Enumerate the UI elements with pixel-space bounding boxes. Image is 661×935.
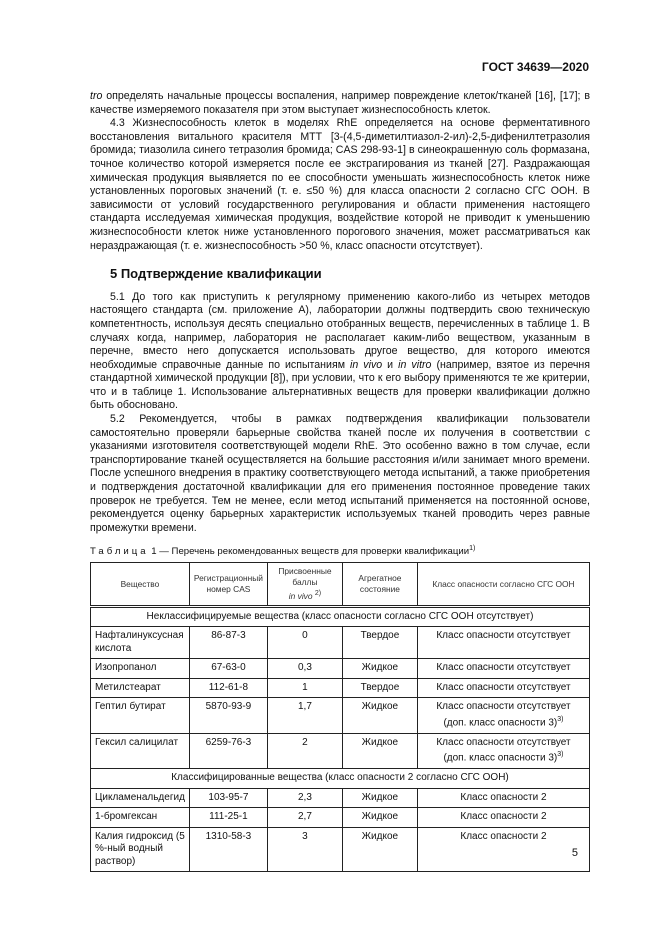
cell-state: Жидкое bbox=[342, 733, 417, 768]
cell-state: Твердое bbox=[342, 678, 417, 698]
paragraph-continuation bbox=[90, 90, 590, 117]
cell-cas: 67-63-0 bbox=[189, 659, 267, 679]
cell-substance: Метилстеарат bbox=[91, 678, 190, 698]
cell-class bbox=[417, 659, 589, 679]
italic-text: in vivo bbox=[288, 590, 313, 601]
cell-state: Жидкое bbox=[342, 698, 417, 733]
text: Класс опасности отсутствует bbox=[436, 701, 571, 713]
paragraph-4-3: 4.3 Жизнеспособность клеток в моделях RhE определяется на основе ферментативного восстановления витального красителя МТТ [3-(4,5-диметилтиазол-2-ил)-2,5-дифенилтетразолия бромида; тиазолила синего тетразолия бромида; CAS 298-93-1] в синеокрашенную соль формазана, точное количество которой измеряется после ее экстрагирования из тканей [27]. Раздражающая химическая продукция выявляется по ее способности уменьшать жизнеспособность клеток ниже установленных пороговых значений (т. е. ≤50 %) для класса опасности 2 согласно СГС ООН. В зависимости от условий государственного регулирования и области применения настоящего стандарта исследуемая химическая продукция, воздействие которой не приводит к уменьшению жизнеспособности клеток ниже установленного порогового значения, может рассматриваться как нераздражающая (т. е. жизнеспособность >50 %, класс опасности отсутствует). bbox=[90, 117, 590, 252]
text: определять начальные процессы воспаления, например повреждение клеток/тканей [16], [17]; в качестве измеряемого показателя при этом выступает жизнеспособность клеток. bbox=[90, 90, 590, 116]
cell-substance: Калия гидроксид (5 %-ный водный раствор) bbox=[91, 827, 190, 872]
table-row bbox=[91, 678, 590, 698]
cell-substance: Гептил бутират bbox=[91, 698, 190, 733]
cell-cas: 103-95-7 bbox=[189, 788, 267, 808]
cell-substance: 1-бромгексан bbox=[91, 808, 190, 828]
section-heading: 5 Подтверждение квалификации bbox=[110, 266, 322, 282]
table-row bbox=[91, 808, 590, 828]
page-number: 5 bbox=[571, 847, 578, 859]
cell-class bbox=[417, 733, 589, 768]
cell-cas: 86-87-3 bbox=[189, 627, 267, 659]
text: Класс опасности 2 bbox=[460, 791, 547, 803]
cell-state: Жидкое bbox=[342, 808, 417, 828]
section-label: Неклассифицируемые вещества (класс опасности согласно СГС ООН отсутствует) bbox=[91, 606, 590, 627]
footnote-ref: 1) bbox=[469, 545, 476, 553]
text: (доп. класс опасности 3) bbox=[443, 717, 558, 729]
cell-score: 3 bbox=[267, 827, 342, 872]
col-header-score bbox=[267, 563, 342, 607]
table-row bbox=[91, 788, 590, 808]
col-header-substance: Вещество bbox=[91, 563, 190, 607]
footnote-ref: 2) bbox=[314, 590, 322, 598]
text: Класс опасности отсутствует bbox=[436, 681, 571, 693]
table-row bbox=[91, 627, 590, 659]
cell-class bbox=[417, 627, 589, 659]
cell-state: Жидкое bbox=[342, 827, 417, 872]
paragraph-5-2: 5.2 Рекомендуется, чтобы в рамках подтверждения квалификации пользователи самостоятельно проверяли барьерные свойства тканей после их получения в соответствии с указаниями изготовителя соответствующей модели RhE. Это особенно важно в том случае, если транспортирование тканей осуществляется на большие расстояния и/или занимает много времени. После успешного внедрения в практику соответствующего метода испытаний, а также приобретения и подтверждения достаточной квалификации для его применения постоянное проведение таких проверок не требуется. Тем не менее, если метод испытаний применяется на постоянной основе, рекомендуется оценку барьерных характеристик используемых тканей проводить через равные промежутки времени. bbox=[90, 413, 590, 534]
page-content bbox=[90, 90, 590, 872]
cell-class bbox=[417, 827, 589, 872]
cell-score: 1 bbox=[267, 678, 342, 698]
footnote-ref: 3) bbox=[557, 715, 564, 723]
paragraph-5-1 bbox=[90, 291, 590, 413]
table-row bbox=[91, 659, 590, 679]
cell-state: Твердое bbox=[342, 627, 417, 659]
cell-substance: Цикламенальдегид bbox=[91, 788, 190, 808]
cell-score: 2,3 bbox=[267, 788, 342, 808]
col-header-state: Агрегатное состояние bbox=[342, 563, 417, 607]
cell-cas: 1310-58-3 bbox=[189, 827, 267, 872]
footnote-ref: 3) bbox=[557, 751, 564, 759]
section-label: Классифицированные вещества (класс опасности 2 согласно СГС ООН) bbox=[91, 769, 590, 789]
cell-cas: 111-25-1 bbox=[189, 808, 267, 828]
cell-score: 2 bbox=[267, 733, 342, 768]
table-section-row bbox=[91, 606, 590, 627]
text: Класс опасности отсутствует bbox=[436, 736, 571, 748]
cell-score: 1,7 bbox=[267, 698, 342, 733]
text: (доп. класс опасности 3) bbox=[443, 752, 558, 764]
italic-text: tro bbox=[90, 90, 103, 102]
cell-cas: 5870-93-9 bbox=[189, 698, 267, 733]
text: Класс опасности 2 bbox=[460, 830, 547, 842]
caption-label: Таблица bbox=[90, 546, 149, 558]
cell-substance: Гексил салицилат bbox=[91, 733, 190, 768]
cell-class bbox=[417, 678, 589, 698]
text: 5.1 До того как приступить к регулярному применению какого-либо из четырех методов настоящего стандарта (см. приложение А), лаборатории должны подтвердить свою техническую компетентность, используя десять специально отобранных веществ, перечисленных в таблице 1. В случаях когда, например, лаборатория не располагает каким-либо веществом, указанным в перечне, вместо него допускается использовать другое вещество, для которого имеются необходимые справочные данные по испытаниям bbox=[90, 290, 590, 371]
text: Класс опасности отсутствует bbox=[436, 662, 571, 674]
caption-text: 1 — Перечень рекомендованных веществ для проверки квалификации bbox=[148, 546, 470, 558]
italic-text: in vitro bbox=[398, 358, 432, 371]
cell-substance: Изопропанол bbox=[91, 659, 190, 679]
table-section-row bbox=[91, 769, 590, 789]
cell-state: Жидкое bbox=[342, 788, 417, 808]
col-header-cas: Регистрационный номер CAS bbox=[189, 563, 267, 607]
cell-class bbox=[417, 808, 589, 828]
table-row bbox=[91, 698, 590, 733]
italic-text: in vivo bbox=[350, 358, 383, 371]
text: и bbox=[382, 358, 399, 371]
text: (например, взятое из перечня стандартной химической продукции [8]), при условии, что к его выбору применяются те же критерии, что и в таблице 1. Использование альтернативных веществ для проверки квалификации должно быть обосновано. bbox=[90, 358, 590, 412]
cell-cas: 6259-76-3 bbox=[189, 733, 267, 768]
qualification-substances-table bbox=[90, 562, 590, 872]
table-row bbox=[91, 827, 590, 872]
cell-class bbox=[417, 698, 589, 733]
cell-score: 0 bbox=[267, 627, 342, 659]
cell-score: 2,7 bbox=[267, 808, 342, 828]
cell-cas: 112-61-8 bbox=[189, 678, 267, 698]
cell-state: Жидкое bbox=[342, 659, 417, 679]
text: Класс опасности отсутствует bbox=[436, 630, 571, 642]
table-row bbox=[91, 733, 590, 768]
standard-number: ГОСТ 34639—2020 bbox=[481, 60, 589, 74]
text: Класс опасности 2 bbox=[460, 811, 547, 823]
cell-score: 0,3 bbox=[267, 659, 342, 679]
table-caption bbox=[90, 542, 590, 559]
col-header-class: Класс опасности согласно СГС ООН bbox=[417, 563, 589, 607]
cell-class bbox=[417, 788, 589, 808]
cell-substance: Нафталинуксусная кислота bbox=[91, 627, 190, 659]
text: Присвоенные баллы bbox=[278, 566, 332, 588]
